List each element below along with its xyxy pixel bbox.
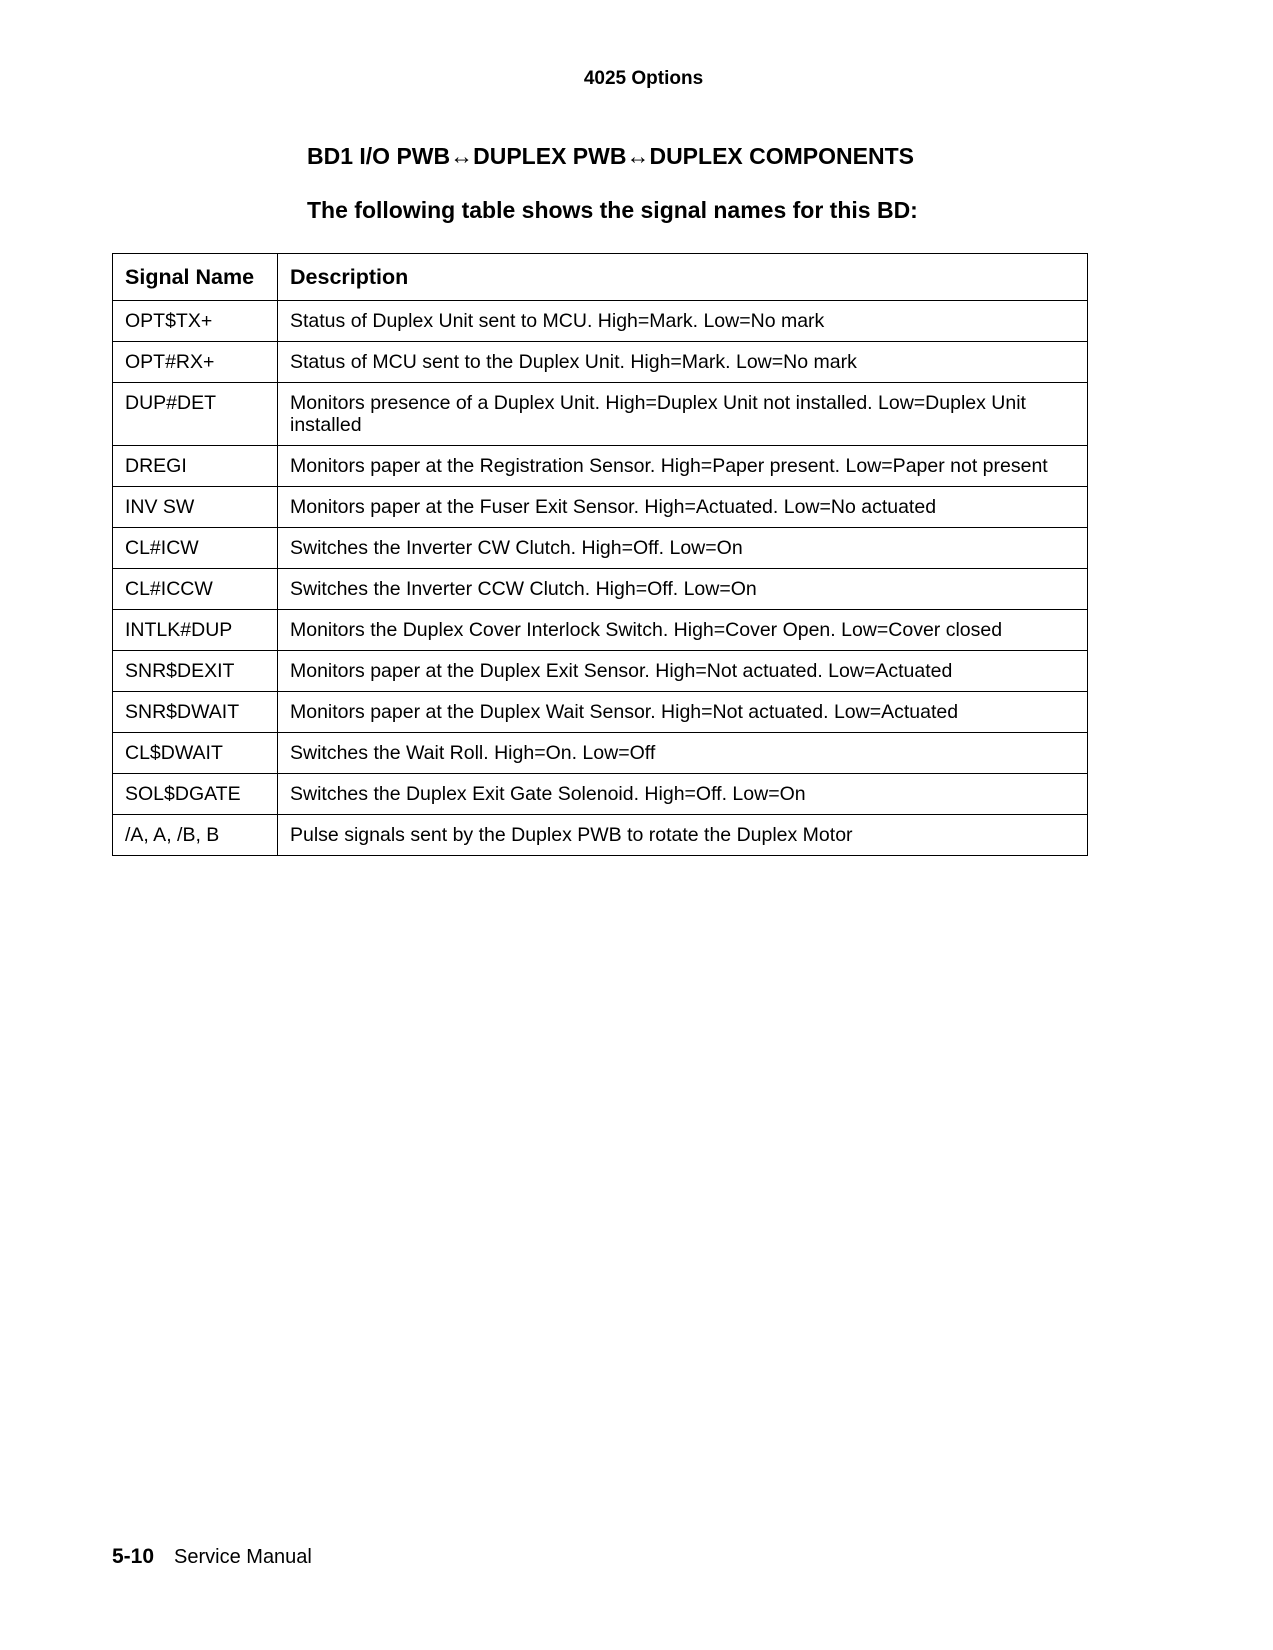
signal-name-cell: DUP#DET xyxy=(113,383,278,446)
table-header-row xyxy=(113,254,1088,301)
signal-name-cell: SOL$DGATE xyxy=(113,774,278,815)
description-cell: Pulse signals sent by the Duplex PWB to rotate the Duplex Motor xyxy=(278,815,1088,856)
manual-name: Service Manual xyxy=(174,1546,312,1568)
section-title: BD1 I/O PWB↔DUPLEX PWB↔DUPLEX COMPONENTS xyxy=(307,143,914,169)
table-row xyxy=(113,528,1088,569)
description-cell: Monitors the Duplex Cover Interlock Switch. High=Cover Open. Low=Cover closed xyxy=(278,610,1088,651)
description-cell: Monitors paper at the Registration Sensor. High=Paper present. Low=Paper not present xyxy=(278,446,1088,487)
running-header: 4025 Options xyxy=(583,68,704,89)
table-row xyxy=(113,774,1088,815)
description-cell: Monitors paper at the Fuser Exit Sensor. High=Actuated. Low=No actuated xyxy=(278,487,1088,528)
description-cell: Status of Duplex Unit sent to MCU. High=Mark. Low=No mark xyxy=(278,301,1088,342)
table-row xyxy=(113,301,1088,342)
signal-table xyxy=(112,253,1088,856)
description-cell: Monitors paper at the Duplex Wait Sensor. High=Not actuated. Low=Actuated xyxy=(278,692,1088,733)
column-header-signal-name: Signal Name xyxy=(113,254,278,301)
table-row xyxy=(113,610,1088,651)
page-footer xyxy=(112,1545,312,1569)
description-cell: Switches the Inverter CW Clutch. High=Off. Low=On xyxy=(278,528,1088,569)
table-row xyxy=(113,342,1088,383)
description-cell: Switches the Duplex Exit Gate Solenoid. High=Off. Low=On xyxy=(278,774,1088,815)
signal-name-cell: CL#ICCW xyxy=(113,569,278,610)
column-header-description: Description xyxy=(278,254,1088,301)
table-header xyxy=(113,254,1088,301)
description-cell: Switches the Wait Roll. High=On. Low=Off xyxy=(278,733,1088,774)
signal-name-cell: SNR$DWAIT xyxy=(113,692,278,733)
signal-name-cell: /A, A, /B, B xyxy=(113,815,278,856)
description-cell: Monitors presence of a Duplex Unit. High=Duplex Unit not installed. Low=Duplex Unit installed xyxy=(278,383,1088,446)
signal-name-cell: OPT#RX+ xyxy=(113,342,278,383)
table-row xyxy=(113,487,1088,528)
table-row xyxy=(113,383,1088,446)
table-intro: The following table shows the signal names for this BD: xyxy=(307,197,918,223)
signal-name-cell: SNR$DEXIT xyxy=(113,651,278,692)
signal-name-cell: OPT$TX+ xyxy=(113,301,278,342)
page-number: 5-10 xyxy=(112,1545,155,1568)
table-row xyxy=(113,446,1088,487)
description-cell: Status of MCU sent to the Duplex Unit. High=Mark. Low=No mark xyxy=(278,342,1088,383)
signal-name-cell: DREGI xyxy=(113,446,278,487)
description-cell: Switches the Inverter CCW Clutch. High=Off. Low=On xyxy=(278,569,1088,610)
table-row xyxy=(113,733,1088,774)
signal-name-cell: CL$DWAIT xyxy=(113,733,278,774)
signal-name-cell: INTLK#DUP xyxy=(113,610,278,651)
description-cell: Monitors paper at the Duplex Exit Sensor. High=Not actuated. Low=Actuated xyxy=(278,651,1088,692)
table-row xyxy=(113,651,1088,692)
table-row xyxy=(113,692,1088,733)
signal-name-cell: INV SW xyxy=(113,487,278,528)
signal-name-cell: CL#ICW xyxy=(113,528,278,569)
table-row xyxy=(113,815,1088,856)
table-row xyxy=(113,569,1088,610)
table-body xyxy=(113,301,1088,856)
